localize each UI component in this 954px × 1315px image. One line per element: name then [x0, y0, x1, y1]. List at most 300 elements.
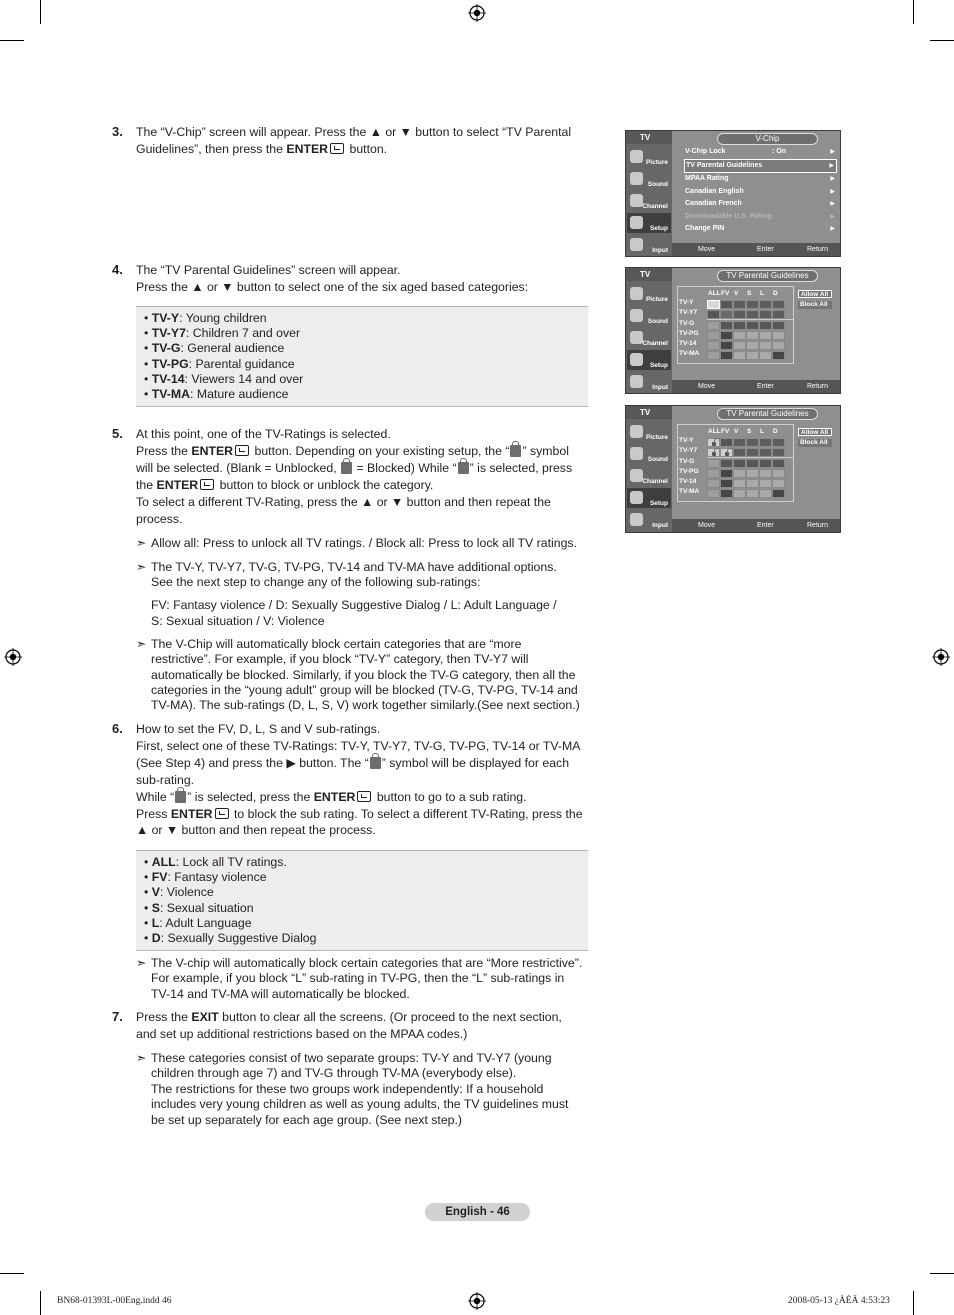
- note-text: includes very young children as well as young adults, the TV guidelines must: [151, 1096, 569, 1111]
- lock-icon: [341, 462, 352, 474]
- step-text: While “ ” is selected, press the ENTER button to go to a sub rating.: [136, 789, 527, 804]
- grid-header: ALL: [708, 428, 721, 435]
- grid-cell[interactable]: [720, 341, 733, 350]
- grid-cell[interactable]: [772, 341, 785, 350]
- bullet-desc: : Viewers 14 and over: [184, 371, 304, 386]
- grid-cell[interactable]: [720, 448, 733, 457]
- grid-cell[interactable]: [733, 459, 746, 468]
- enter-icon: [235, 445, 249, 456]
- arrow-right-icon: ▶: [830, 213, 835, 220]
- tab-channel[interactable]: [627, 328, 671, 348]
- grid-cell[interactable]: [733, 341, 746, 350]
- enter-icon: [215, 808, 229, 819]
- grid-cell[interactable]: [746, 489, 759, 498]
- grid-cell[interactable]: [759, 489, 772, 498]
- tab-label: Input: [652, 522, 668, 529]
- allow-all-button[interactable]: Allow All: [798, 428, 832, 436]
- grid-cell[interactable]: [759, 300, 772, 309]
- menu-item[interactable]: [684, 159, 837, 174]
- tv-label: TV: [626, 131, 672, 144]
- grid-cell[interactable]: [720, 300, 733, 309]
- menu-item-label: Canadian English: [685, 187, 744, 195]
- bullet-desc: : Sexual situation: [159, 900, 254, 915]
- channel-icon: [630, 194, 643, 207]
- grid-row-label: TV-14: [679, 340, 697, 347]
- note-text: restrictive”. For example, if you block “TV-Y” category, then TV-Y7 will: [151, 652, 529, 667]
- menu-item-label: Change PIN: [685, 225, 725, 232]
- tab-label: Channel: [642, 203, 668, 210]
- tab-sound[interactable]: [627, 169, 671, 189]
- note-arrow-icon: ➣: [136, 536, 147, 550]
- bullet-term: FV: [151, 870, 168, 885]
- file-slug: BN68-01393L-00Eng.indd 46: [57, 1296, 172, 1306]
- grid-cell[interactable]: [720, 459, 733, 468]
- picture-icon: [630, 287, 643, 300]
- enter-icon: [200, 479, 214, 490]
- step-4: [112, 262, 588, 296]
- grid-row-label: TV-Y7: [679, 309, 698, 316]
- grid-cell[interactable]: [707, 459, 720, 468]
- tab-setup[interactable]: [627, 488, 671, 508]
- bullet-desc: : Violence: [159, 885, 214, 900]
- step-6: [112, 721, 588, 839]
- grid-row-label: TV-G: [679, 458, 695, 465]
- grid-row-label: TV-MA: [679, 488, 700, 495]
- note-text: The TV-Y, TV-Y7, TV-G, TV-PG, TV-14 and TV-MA have additional options.: [151, 560, 557, 574]
- menu-item-label: MPAA Rating: [685, 175, 729, 182]
- grid-row-label: TV-Y: [679, 299, 694, 306]
- block-all-button[interactable]: Block All: [798, 439, 832, 447]
- step-7: [112, 1009, 588, 1043]
- grid-cell[interactable]: [746, 310, 759, 319]
- grid-cell[interactable]: [720, 469, 733, 478]
- tab-label: Channel: [642, 340, 668, 347]
- grid-cell[interactable]: [772, 479, 785, 488]
- step-text: To select a different TV-Rating, press the ▲ or ▼ button and then repeat the: [136, 494, 551, 509]
- grid-cell[interactable]: [772, 489, 785, 498]
- menu-item-value: : On: [772, 148, 786, 155]
- crop-mark: [913, 1291, 914, 1315]
- grid-cell[interactable]: [772, 459, 785, 468]
- tab-input[interactable]: [627, 235, 671, 255]
- allow-all-button[interactable]: Allow All: [798, 290, 832, 298]
- setup-icon: [630, 353, 643, 366]
- screen-title: V-Chip: [717, 133, 818, 145]
- grid-cell[interactable]: [733, 321, 746, 330]
- tab-label: Input: [652, 247, 668, 254]
- step-text: The “V-Chip” screen will appear. Press the ▲ or ▼ button to select “TV Parental: [136, 125, 572, 139]
- grid-cell[interactable]: [720, 479, 733, 488]
- grid-cell[interactable]: [772, 321, 785, 330]
- footer-return: Return: [807, 246, 829, 253]
- bullet-item: [144, 916, 588, 931]
- tv-label: TV: [626, 268, 672, 281]
- note-text: See the next step to change any of the following sub-ratings:: [151, 575, 481, 590]
- step-text: Press the ▲ or ▼ button to select one of the six aged based categories:: [136, 279, 529, 294]
- bullet-item: [144, 387, 588, 402]
- grid-cell[interactable]: [746, 300, 759, 309]
- grid-cell[interactable]: [707, 479, 720, 488]
- enter-icon: [330, 143, 344, 154]
- bullet-term: V: [151, 885, 160, 900]
- grid-cell[interactable]: [759, 341, 772, 350]
- bullet-desc: : Sexually Suggestive Dialog: [160, 931, 317, 946]
- registration-mark-icon: [4, 648, 22, 666]
- grid-cell[interactable]: [707, 448, 720, 457]
- menu-item[interactable]: [684, 186, 837, 199]
- note-sub-ratings-list: [136, 597, 588, 629]
- screen-main: [672, 268, 840, 393]
- grid-cell[interactable]: [746, 438, 759, 447]
- screen-title: TV Parental Guidelines: [717, 408, 818, 420]
- grid-group-separator: [707, 319, 793, 320]
- step-number: 6.: [112, 721, 123, 736]
- grid-cell[interactable]: [746, 331, 759, 340]
- vchip-screen: [625, 130, 841, 257]
- grid-cell[interactable]: [772, 448, 785, 457]
- bullet-desc: : Young children: [179, 311, 267, 325]
- input-icon: [630, 375, 643, 388]
- grid-cell[interactable]: [720, 489, 733, 498]
- grid-header: V: [734, 428, 739, 435]
- grid-cell[interactable]: [759, 448, 772, 457]
- grid-cell[interactable]: [772, 300, 785, 309]
- sound-icon: [630, 447, 643, 460]
- tab-input[interactable]: [627, 510, 671, 530]
- note-text: The restrictions for these two groups work independently: If a household: [151, 1081, 544, 1096]
- step-5: [112, 426, 588, 527]
- grid-header: S: [747, 428, 752, 435]
- grid-cell[interactable]: [707, 351, 720, 360]
- bullet-term: S: [151, 900, 160, 915]
- grid-row-label: TV-14: [679, 478, 697, 485]
- note-text: TV-14 and TV-MA will automatically be blocked.: [151, 986, 410, 1001]
- step-text: Press the ENTER button. Depending on your existing setup, the “ ” symbol: [136, 443, 569, 458]
- bullet-desc: : General audience: [180, 341, 285, 356]
- screen-sidebar: [626, 406, 672, 532]
- tab-label: Picture: [645, 434, 668, 441]
- step-text: Press the EXIT button to clear all the screens. (Or proceed to the next section,: [136, 1010, 562, 1024]
- grid-cell[interactable]: [759, 321, 772, 330]
- note-text: be set up separately for each age group. (See next step.): [151, 1113, 463, 1128]
- grid-cell[interactable]: [746, 469, 759, 478]
- grid-row-label: TV-Y: [679, 437, 694, 444]
- tab-picture[interactable]: [627, 422, 671, 442]
- grid-cell[interactable]: [720, 331, 733, 340]
- grid-cell[interactable]: [707, 331, 720, 340]
- step-text: will be selected. (Blank = Unblocked, = Blocked) While “ ” is selected, press: [136, 460, 573, 475]
- crop-mark: [40, 1291, 41, 1315]
- tab-sound[interactable]: [627, 444, 671, 464]
- picture-icon: [630, 425, 643, 438]
- bullet-item: [144, 931, 588, 946]
- note-auto-block: [136, 637, 588, 713]
- menu-item[interactable]: [684, 211, 837, 224]
- step-text: the ENTER button to block or unblock the category.: [136, 477, 434, 492]
- menu-item[interactable]: [684, 198, 837, 211]
- bullet-term: ALL: [151, 855, 176, 869]
- enter-icon: [357, 791, 371, 802]
- bullet-desc: : Mature audience: [190, 387, 289, 402]
- step-text: and set up additional restrictions based on the MPAA codes.): [136, 1026, 468, 1041]
- bullet-term: TV-MA: [151, 387, 190, 402]
- tab-label: Setup: [649, 362, 668, 369]
- footer-enter: Enter: [757, 383, 774, 390]
- note-text: Allow all: Press to unlock all TV ratings. / Block all: Press to lock all TV ratings.: [151, 536, 578, 550]
- step-text: ▲ or ▼ button and then repeat the process.: [136, 823, 376, 838]
- screen-sidebar: [626, 131, 672, 256]
- note-text: FV: Fantasy violence / D: Sexually Suggestive Dialog / L: Adult Language /: [151, 598, 557, 612]
- arrow-right-icon: ▶: [830, 176, 835, 182]
- bullet-desc: : Lock all TV ratings.: [175, 855, 287, 869]
- menu-item[interactable]: [684, 173, 837, 186]
- tab-label: Picture: [645, 159, 668, 166]
- grid-cell[interactable]: [746, 351, 759, 360]
- grid-cell[interactable]: [733, 331, 746, 340]
- arrow-right-icon: ▶: [830, 201, 835, 207]
- step-number: 4.: [112, 262, 123, 277]
- note-text: automatically be blocked. Similarly, if you block the TV-G category, then all the: [151, 667, 576, 682]
- tab-setup[interactable]: [627, 213, 671, 233]
- crop-mark: [0, 1273, 24, 1274]
- footer-enter: Enter: [757, 246, 774, 253]
- arrow-right-icon: ▶: [829, 162, 834, 169]
- grid-cell[interactable]: [746, 321, 759, 330]
- arrow-right-icon: ▶: [830, 188, 835, 195]
- lock-icon: [712, 442, 716, 446]
- screen-title: TV Parental Guidelines: [717, 270, 818, 282]
- bullet-desc: : Children 7 and over: [185, 326, 301, 341]
- step-text: (See Step 4) and press the ▶ button. The “ ” symbol will be displayed for each: [136, 755, 570, 770]
- grid-cell[interactable]: [759, 351, 772, 360]
- step-3: [112, 124, 588, 158]
- note-text: categories in the “young adult” group will be blocked (TV-G, TV-PG, TV-14 and: [151, 682, 578, 697]
- note-text: For example, if you block “L” sub-rating in TV-PG, then the “L” sub-ratings in: [151, 971, 565, 986]
- grid-row-label: TV-PG: [679, 468, 699, 475]
- page-number-badge: English - 46: [425, 1203, 530, 1221]
- note-allow-block: [136, 536, 588, 551]
- block-all-button[interactable]: Block All: [798, 301, 832, 309]
- grid-cell[interactable]: [733, 300, 746, 309]
- bullet-item: [144, 372, 588, 387]
- bullet-term: L: [151, 915, 160, 930]
- tab-channel[interactable]: [627, 466, 671, 486]
- lock-icon: [458, 462, 469, 474]
- grid-cell[interactable]: [746, 479, 759, 488]
- setup-icon: [630, 491, 643, 504]
- crop-mark: [40, 0, 41, 24]
- tab-label: Picture: [645, 296, 668, 303]
- grid-cell[interactable]: [746, 448, 759, 457]
- bullet-term: D: [151, 931, 161, 946]
- menu-item-label: Downloadable U.S. Rating: [685, 212, 772, 220]
- channel-icon: [630, 469, 643, 482]
- tab-label: Setup: [649, 500, 668, 507]
- lock-icon: [175, 791, 186, 803]
- crop-mark: [930, 1273, 954, 1274]
- ratings-grid: [677, 424, 794, 500]
- grid-header: D: [773, 428, 778, 435]
- grid-cell[interactable]: [707, 489, 720, 498]
- grid-cell[interactable]: [733, 438, 746, 447]
- tab-label: Channel: [642, 478, 668, 485]
- tv-label: TV: [626, 406, 672, 419]
- tab-label: Setup: [649, 225, 668, 232]
- grid-cell[interactable]: [707, 438, 720, 447]
- grid-header: V: [734, 290, 739, 297]
- bullet-item: [144, 311, 588, 326]
- sub-ratings-list-box: [136, 850, 588, 951]
- tab-channel[interactable]: [627, 191, 671, 211]
- tab-label: Sound: [647, 318, 668, 325]
- crop-mark: [913, 0, 914, 24]
- grid-cell[interactable]: [707, 341, 720, 350]
- grid-cell[interactable]: [733, 448, 746, 457]
- grid-row-label: TV-G: [679, 320, 695, 327]
- input-icon: [630, 238, 643, 251]
- grid-header: L: [760, 428, 764, 435]
- grid-cell[interactable]: [746, 341, 759, 350]
- bullet-item: [144, 326, 588, 341]
- note-two-groups: [136, 1051, 588, 1128]
- bullet-item: [144, 855, 588, 870]
- grid-cell[interactable]: [759, 331, 772, 340]
- bullet-item: [144, 885, 588, 900]
- date-slug: 2008-05-13 ¿ÀÈÄ 4:53:23: [788, 1296, 890, 1306]
- grid-cell[interactable]: [733, 310, 746, 319]
- note-more-restrictive: [136, 956, 588, 1002]
- bullet-item: [144, 870, 588, 885]
- grid-cell[interactable]: [707, 300, 720, 309]
- grid-header: FV: [721, 290, 730, 297]
- note-arrow-icon: ➣: [136, 956, 147, 970]
- grid-cell[interactable]: [733, 489, 746, 498]
- grid-header: FV: [721, 428, 730, 435]
- grid-cell[interactable]: [720, 310, 733, 319]
- step-text: How to set the FV, D, L, S and V sub-ratings.: [136, 722, 381, 736]
- grid-cell[interactable]: [772, 331, 785, 340]
- ratings-list-box: [136, 306, 588, 407]
- grid-group-separator: [707, 457, 793, 458]
- grid-cell[interactable]: [733, 479, 746, 488]
- grid-cell[interactable]: [759, 438, 772, 447]
- menu-item-label: V-Chip Lock: [685, 148, 726, 155]
- menu-item[interactable]: [684, 146, 837, 159]
- tab-setup[interactable]: [627, 350, 671, 370]
- arrow-right-icon: ▶: [830, 149, 835, 155]
- grid-cell[interactable]: [733, 469, 746, 478]
- tab-label: Input: [652, 384, 668, 391]
- grid-cell[interactable]: [746, 459, 759, 468]
- channel-icon: [630, 331, 643, 344]
- step-text: Press ENTER to block the sub rating. To select a different TV-Rating, press the: [136, 806, 583, 821]
- picture-icon: [630, 150, 643, 163]
- menu-item[interactable]: [684, 223, 837, 236]
- grid-header: ALL: [708, 290, 721, 297]
- sound-icon: [630, 309, 643, 322]
- step-text: The “TV Parental Guidelines” screen will appear.: [136, 263, 401, 277]
- grid-cell[interactable]: [707, 321, 720, 330]
- tab-label: Sound: [647, 181, 668, 188]
- grid-cell[interactable]: [772, 351, 785, 360]
- grid-cell[interactable]: [720, 438, 733, 447]
- footer-move: Move: [698, 383, 716, 390]
- grid-row-label: TV-MA: [679, 350, 700, 357]
- note-arrow-icon: ➣: [136, 637, 147, 651]
- grid-cell[interactable]: [720, 321, 733, 330]
- grid-cell[interactable]: [772, 438, 785, 447]
- grid-row-label: TV-PG: [679, 330, 699, 337]
- tab-input[interactable]: [627, 372, 671, 392]
- footer-move: Move: [698, 522, 716, 529]
- footer-move: Move: [698, 246, 716, 253]
- tab-picture[interactable]: [627, 284, 671, 304]
- menu-item-label: Canadian French: [685, 200, 742, 207]
- setup-icon: [630, 216, 643, 229]
- grid-header: L: [760, 290, 764, 297]
- lock-icon: [510, 445, 521, 457]
- crop-mark: [930, 40, 954, 41]
- note-text: The V-Chip will automatically block certain categories that are “more: [151, 637, 522, 651]
- grid-cell[interactable]: [772, 310, 785, 319]
- tab-sound[interactable]: [627, 306, 671, 326]
- vchip-menu: [684, 146, 837, 236]
- step-text: process.: [136, 511, 183, 526]
- grid-row-label: TV-Y7: [679, 447, 698, 454]
- bullet-item: [144, 341, 588, 356]
- screen-main: [672, 406, 840, 532]
- tab-picture[interactable]: [627, 147, 671, 167]
- grid-header: S: [747, 290, 752, 297]
- registration-mark-icon: [468, 1292, 486, 1310]
- screen-main: [672, 131, 840, 256]
- registration-mark-icon: [468, 4, 486, 22]
- step-text: At this point, one of the TV-Ratings is selected.: [136, 427, 391, 441]
- crop-mark: [0, 40, 24, 41]
- grid-cell[interactable]: [772, 469, 785, 478]
- grid-cell[interactable]: [759, 469, 772, 478]
- step-number: 3.: [112, 124, 123, 139]
- bullet-desc: : Parental guidance: [188, 356, 295, 371]
- grid-cell[interactable]: [707, 469, 720, 478]
- grid-cell[interactable]: [759, 479, 772, 488]
- bullet-term: TV-14: [151, 371, 185, 386]
- parental-guidelines-screen-1: [625, 267, 841, 394]
- footer-enter: Enter: [757, 522, 774, 529]
- parental-guidelines-screen-2: [625, 405, 841, 533]
- tab-label: Sound: [647, 456, 668, 463]
- bullet-term: TV-G: [151, 341, 181, 356]
- bullet-item: [144, 357, 588, 372]
- step-number: 7.: [112, 1009, 123, 1024]
- grid-cell[interactable]: [759, 310, 772, 319]
- menu-item-label: TV Parental Guidelines: [686, 161, 763, 169]
- step-number: 5.: [112, 426, 123, 441]
- grid-cell[interactable]: [707, 310, 720, 319]
- step-text: sub-rating.: [136, 772, 195, 787]
- grid-cell[interactable]: [720, 351, 733, 360]
- step-text: First, select one of these TV-Ratings: TV-Y, TV-Y7, TV-G, TV-PG, TV-14 or TV-MA: [136, 738, 581, 753]
- grid-cell[interactable]: [733, 351, 746, 360]
- lock-icon: [712, 452, 716, 456]
- lock-icon: [725, 452, 729, 456]
- grid-cell[interactable]: [759, 459, 772, 468]
- grid-header: D: [773, 290, 778, 297]
- note-text: These categories consist of two separate groups: TV-Y and TV-Y7 (young: [151, 1051, 552, 1065]
- note-arrow-icon: ➣: [136, 560, 147, 574]
- note-arrow-icon: ➣: [136, 1051, 147, 1065]
- bullet-term: TV-Y: [151, 311, 180, 325]
